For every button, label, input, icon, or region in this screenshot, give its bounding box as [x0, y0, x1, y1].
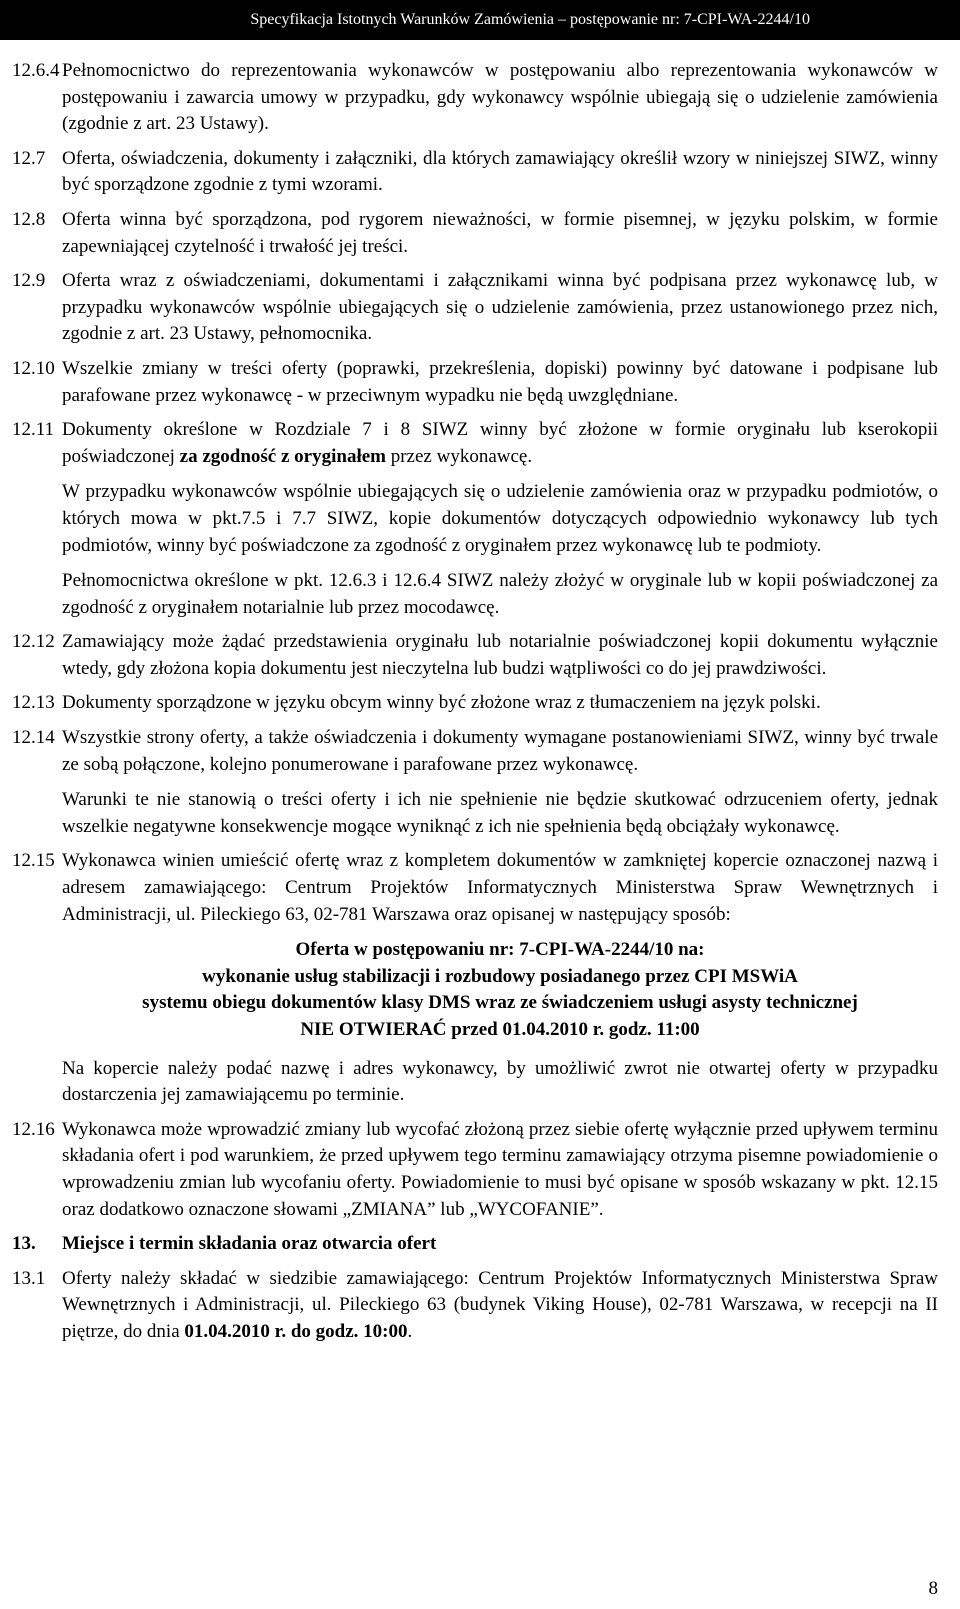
item-text: W przypadku wykonawców wspólnie ubiegających się o udzielenie zamówienia oraz w przypadku podmiotów, o których mowa w pkt.7.5 i 7.7 SIWZ, kopie dokumentów dotyczących odpowiednio wykonawcy lub tych podmiotów, winny być poświadczone za zgodność z oryginałem przez wykonawcę lub te podmioty. — [62, 481, 938, 556]
item-text: Wykonawca winien umieścić ofertę wraz z kompletem dokumentów w zamkniętej kopercie oznaczonej nazwą i adresem zamawiającego: Centrum Projektów Informatycznych Ministerstwa Spraw Wewnętrznych i Administracji, ul. Pileckiego 63, 02-781 Warszawa oraz opisanej w następujący sposób: — [62, 850, 938, 925]
item-12-11 — [12, 417, 938, 621]
item-text: Wszystkie strony oferty, a także oświadczenia i dokumenty wymagane postanowieniami SIWZ, winny być trwale ze sobą połączone, kolejno ponumerowane i parafowane przez wykonawcę. — [62, 727, 938, 775]
item-text: Warunki te nie stanowią o treści oferty i ich nie spełnienie nie będzie skutkować odrzuceniem oferty, jednak wszelkie negatywne konsekwencje mogące wyniknąć z ich nie spełnienia będą obciążały wykonawcę. — [62, 789, 938, 837]
item-text: Oferta, oświadczenia, dokumenty i załączniki, dla których zamawiający określił wzory w niniejszej SIWZ, winny być sporządzone zgodnie z tymi wzorami. — [62, 147, 938, 196]
item-13-1 — [12, 1266, 938, 1346]
item-12-9 — [12, 268, 938, 348]
item-number: 12.12 — [12, 631, 55, 653]
item-number: 12.7 — [12, 147, 46, 169]
text-run: Oferty należy składać w siedzibie zamawiającego: Centrum Projektów Informatycznych Ministerstwa Spraw Wewnętrznych i Administracji, ul. Pileckiego 63 (budynek Viking House), 02-781 Warszawa, w recepcji na II piętrze, do dnia — [62, 1267, 938, 1342]
document-body — [12, 58, 938, 1354]
item-12-6-4 — [12, 58, 938, 138]
document-title: Specyfikacja Istotnych Warunków Zamówienia – postępowanie nr: 7-CPI-WA-2244/10 — [250, 11, 810, 28]
item-number: 12.10 — [12, 357, 55, 379]
item-text — [62, 1266, 938, 1346]
item-number: 12.14 — [12, 727, 55, 749]
section-number: 13. — [12, 1233, 36, 1255]
text-run: przez wykonawcę. — [385, 445, 533, 467]
item-text: Zamawiający może żądać przedstawienia oryginału lub notarialnie poświadczonej kopii dokumentu wyłącznie wtedy, gdy złożona kopia dokumentu jest nieczytelna lub budzi wątpliwości co do jej prawdziwości. — [62, 631, 938, 679]
item-12-12 — [12, 629, 938, 682]
item-12-10 — [12, 356, 938, 409]
item-number: 12.15 — [12, 850, 55, 872]
item-text: Oferta winna być sporządzona, pod rygorem nieważności, w formie pisemnej, w języku polskim, w formie zapewniającej czytelność i trwałość jej treści. — [62, 208, 938, 257]
emphasis-text: za zgodność z oryginałem — [179, 445, 386, 467]
text-run: Dokumenty określone w Rozdziale 7 i 8 SIWZ winny być złożone w formie oryginału lub kserokopii poświadczonej — [62, 419, 938, 467]
text-run: . — [407, 1320, 413, 1342]
item-12-16 — [12, 1117, 938, 1223]
item-number: 12.8 — [12, 208, 46, 230]
page-header — [0, 0, 960, 40]
item-text: Wszelkie zmiany w treści oferty (poprawki, przekreślenia, dopiski) powinny być datowane i podpisane lub parafowane przez wykonawcę - w przeciwnym wypadku nie będą uwzględniane. — [62, 357, 938, 406]
section-title: Miejsce i termin składania oraz otwarcia ofert — [62, 1233, 437, 1255]
section-heading-13 — [12, 1231, 938, 1258]
envelope-line: systemu obiegu dokumentów klasy DMS wraz ze świadczeniem usługi asysty technicznej — [142, 992, 858, 1014]
item-number: 12.16 — [12, 1118, 55, 1140]
item-12-14 — [12, 725, 938, 840]
envelope-line: Oferta w postępowaniu nr: 7-CPI-WA-2244/10 na: — [295, 939, 705, 961]
item-text: Oferta wraz z oświadczeniami, dokumentami i załącznikami winna być podpisana przez wykonawcę lub, w przypadku wykonawców wspólnie ubiegających się o udzielenie zamówienia, przez ustanowionego przez nich, zgodnie z art. 23 Ustawy, pełnomocnika. — [62, 270, 938, 345]
emphasis-text: 01.04.2010 r. do godz. 10:00 — [184, 1320, 408, 1342]
item-text: Pełnomocnictwo do reprezentowania wykonawców w postępowaniu albo reprezentowania wykonawców w postępowaniu i zawarcia umowy w przypadku, gdy wykonawcy wspólnie ubiegają się o udzielenie zamówienia (zgodnie z art. 23 Ustawy). — [62, 60, 938, 135]
page-number: 8 — [928, 1578, 938, 1599]
envelope-line: NIE OTWIERAĆ przed 01.04.2010 r. godz. 11:00 — [300, 1019, 700, 1040]
item-text: Pełnomocnictwa określone w pkt. 12.6.3 i 12.6.4 SIWZ należy złożyć w oryginale lub w kopii poświadczonej za zgodność z oryginałem notarialnie lub przez mocodawcę. — [62, 570, 938, 618]
envelope-line: wykonanie usług stabilizacji i rozbudowy posiadanego przez CPI MSWiA — [202, 965, 798, 987]
item-text: Dokumenty sporządzone w języku obcym winny być złożone wraz z tłumaczeniem na język polski. — [62, 692, 821, 714]
item-number: 12.6.4 — [12, 60, 60, 81]
envelope-label — [62, 937, 938, 1043]
item-12-7 — [12, 146, 938, 199]
item-number: 12.13 — [12, 692, 55, 714]
item-number: 12.9 — [12, 270, 46, 292]
item-text: Na kopercie należy podać nazwę i adres wykonawcy, by umożliwić zwrot nie otwartej oferty w przypadku dostarczenia jej zamawiającemu po terminie. — [62, 1057, 938, 1106]
item-number: 12.11 — [12, 419, 55, 441]
item-12-13 — [12, 690, 938, 717]
item-12-8 — [12, 207, 938, 260]
item-number: 13.1 — [12, 1267, 46, 1289]
item-text — [62, 417, 938, 470]
item-12-15 — [12, 848, 938, 1108]
item-text: Wykonawca może wprowadzić zmiany lub wycofać złożoną przez siebie ofertę wyłącznie przed upływem terminu składania ofert i pod warunkiem, że przed upływem tego terminu zamawiający otrzyma pisemne powiadomienie o wprowadzeniu zmian lub wycofaniu oferty. Powiadomienie to musi być opisane w sposób wskazany w pkt. 12.15 oraz dodatkowo oznaczone słowami „ZMIANA” lub „WYCOFANIE”. — [62, 1118, 938, 1220]
